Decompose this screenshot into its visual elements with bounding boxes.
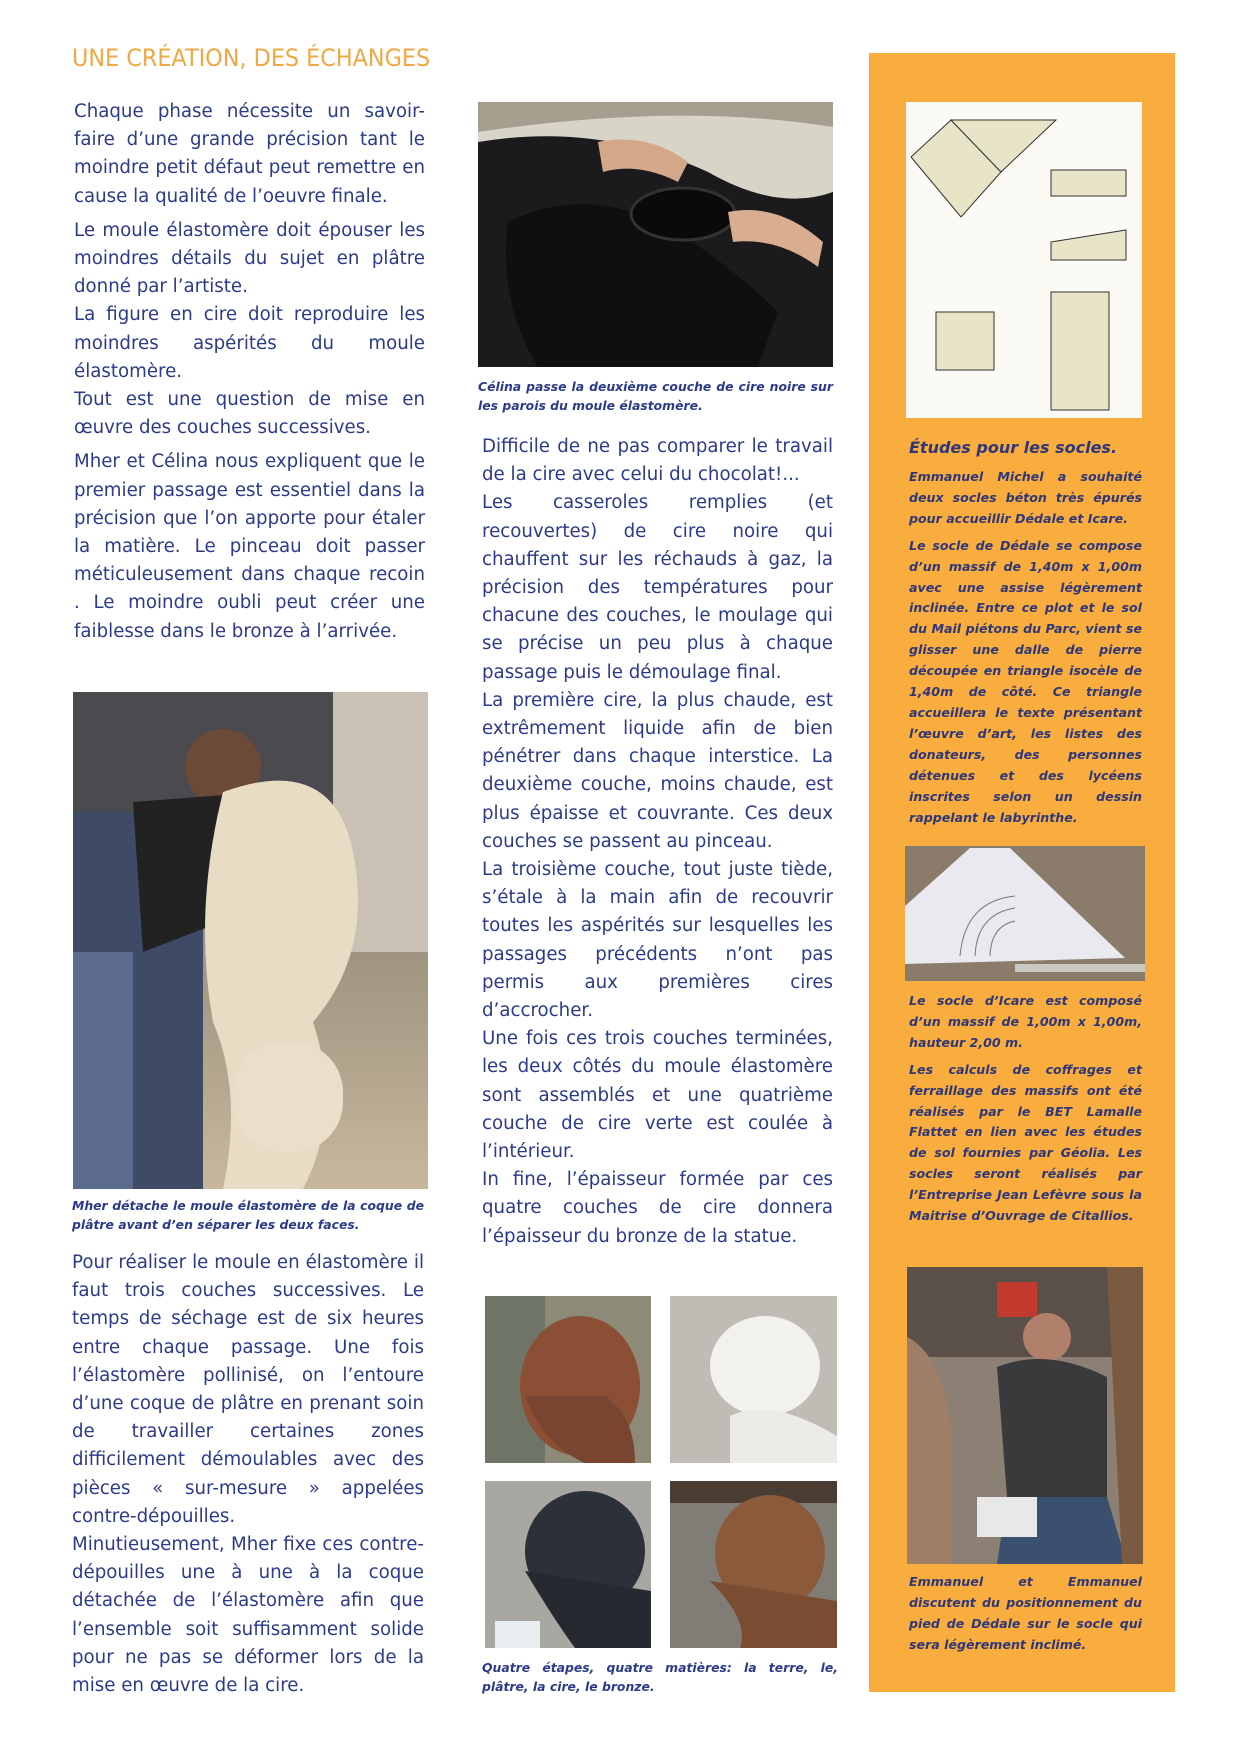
paragraph: Chaque phase nécessite un savoir-faire d’une grande précision tant le moindre petit défaut peut remettre en cause la qualité de l’oeuvre finale.: [74, 101, 425, 207]
photo-triangle-labyrinth: [905, 846, 1145, 981]
paragraph: Le moule élastomère doit épouser les moindres détails du sujet en plâtre donné par l’artiste.: [74, 219, 425, 298]
paragraph: La première cire, la plus chaude, est extrêmement liquide afin de bien pénétrer dans chaque interstice. La deuxième couche, moins chaude, est plus épaisse et couvrante. Ces deux couches se passent au pinceau.: [482, 689, 833, 852]
photo-illustration: [905, 846, 1145, 981]
paragraph: La figure en cire doit reproduire les moindres aspérités du moule élastomère.: [74, 304, 425, 382]
paragraph: Tout est une question de mise en œuvre des couches successives.: [74, 389, 425, 439]
sidebar-heading: Études pour les socles.: [909, 438, 1118, 457]
photo-caption-emmanuel: Emmanuel et Emmanuel discutent du positionnement du pied de Dédale sur le socle qui sera légèrement inclimé.: [909, 1574, 1142, 1652]
photo-platre: [670, 1296, 837, 1463]
photo-illustration: [73, 692, 428, 1189]
photo-illustration: [485, 1296, 651, 1463]
sketch-socles: [906, 102, 1142, 418]
sketch-illustration: [906, 102, 1142, 418]
paragraph: Pour réaliser le moule en élastomère il faut trois couches successives. Le temps de séchage est de six heures entre chaque passage. Une fois l’élastomère pollinisé, on l’entoure d’une coque de plâtre en prenant soin de travailler certaines zones difficilement démoulables avec des pièces « sur-mesure » appelées contre-dépouilles.: [72, 1252, 424, 1527]
photo-illustration: [670, 1481, 837, 1648]
photo-celina-wax: [478, 102, 833, 367]
photo-emmanuel-discussion: [907, 1267, 1143, 1564]
sidebar-text-icare: [909, 991, 1142, 1227]
intro-text-block: [74, 98, 425, 646]
photo-illustration: [670, 1296, 837, 1463]
sidebar-text-dedale: [909, 467, 1142, 828]
photo-cire: [485, 1481, 651, 1648]
paragraph: Les calculs de coffrages et ferraillage des massifs ont été réalisés par le BET Lamalle Flattet en lien avec les études de sol fournies par Géolia. Les socles seront réalisés par l’Entreprise Jean Lefèvre sous la Maitrise d’Ouvrage de Citallios.: [909, 1061, 1142, 1224]
mould-text-block: [72, 1249, 424, 1700]
photo-illustration: [485, 1481, 651, 1648]
paragraph: Difficile de ne pas comparer le travail de la cire avec celui du chocolat!...: [482, 436, 833, 486]
paragraph: La troisième couche, tout juste tiède, s’étale à la main afin de recouvrir toutes les aspérités sur lesquelles les passages précédents n’ont pas permis aux premières cires d’accrocher.: [482, 859, 833, 1022]
page-title: UNE CRÉATION, DES ÉCHANGES: [72, 44, 431, 72]
photo-caption-mher: Mher détache le moule élastomère de la coque de plâtre avant d’en séparer les deux faces.: [72, 1198, 424, 1232]
photo-terre: [485, 1296, 651, 1463]
photo-caption-four-stages: Quatre étapes, quatre matières: la terre, le, plâtre, la cire, le bronze.: [482, 1660, 838, 1694]
photo-caption-celina: Célina passe la deuxième couche de cire noire sur les parois du moule élastomère.: [478, 379, 833, 413]
wax-text-block: [482, 433, 833, 1251]
photo-illustration: [478, 102, 833, 367]
paragraph: Une fois ces trois couches terminées, les deux côtés du moule élastomère sont assemblés et une quatrième couche de cire verte est coulée à l’intérieur.: [482, 1028, 833, 1163]
paragraph: Mher et Célina nous expliquent que le premier passage est essentiel dans la précision que l’on apporte pour étaler la matière. Le pinceau doit passer méticuleusement dans chaque recoin . Le moindre oubli peut créer une faiblesse dans le bronze à l’arrivée.: [74, 451, 425, 642]
paragraph: Les casseroles remplies (et recouvertes) de cire noire qui chauffent sur les réchauds à gaz, la précision des températures pour chacune des couches, le moulage qui se précise un peu plus à chaque passage puis le démoulage final.: [482, 492, 833, 683]
photo-mher-mould: [73, 692, 428, 1189]
paragraph: In fine, l’épaisseur formée par ces quatre couches de cire donnera l’épaisseur du bronze de la statue.: [482, 1169, 833, 1247]
paragraph: Minutieusement, Mher fixe ces contre-dépouilles une à une à la coque détachée de l’élastomère afin que l’ensemble soit suffisamment solide pour ne pas se déformer lors de la mise en œuvre de la cire.: [72, 1534, 424, 1697]
photo-bronze: [670, 1481, 837, 1648]
photo-illustration: [907, 1267, 1143, 1564]
paragraph: Le socle de Dédale se compose d’un massif de 1,40m x 1,00m avec une assise légèrement inclinée. Entre ce plot et le sol du Mail piétons du Parc, vient se glisser une dalle de pierre découpée en triangle isocèle de 1,40m de côté. Ce triangle accueillera le texte présentant l’œuvre d’art, les listes des donateurs, des personnes détenues et des lycéens inscrites selon un dessin rappelant le labyrinthe.: [909, 537, 1142, 825]
paragraph: Emmanuel Michel a souhaité deux socles béton très épurés pour accueillir Dédale et Icare.: [909, 469, 1142, 526]
paragraph: Le socle d’Icare est composé d’un massif de 1,00m x 1,00m, hauteur 2,00 m.: [909, 993, 1142, 1050]
